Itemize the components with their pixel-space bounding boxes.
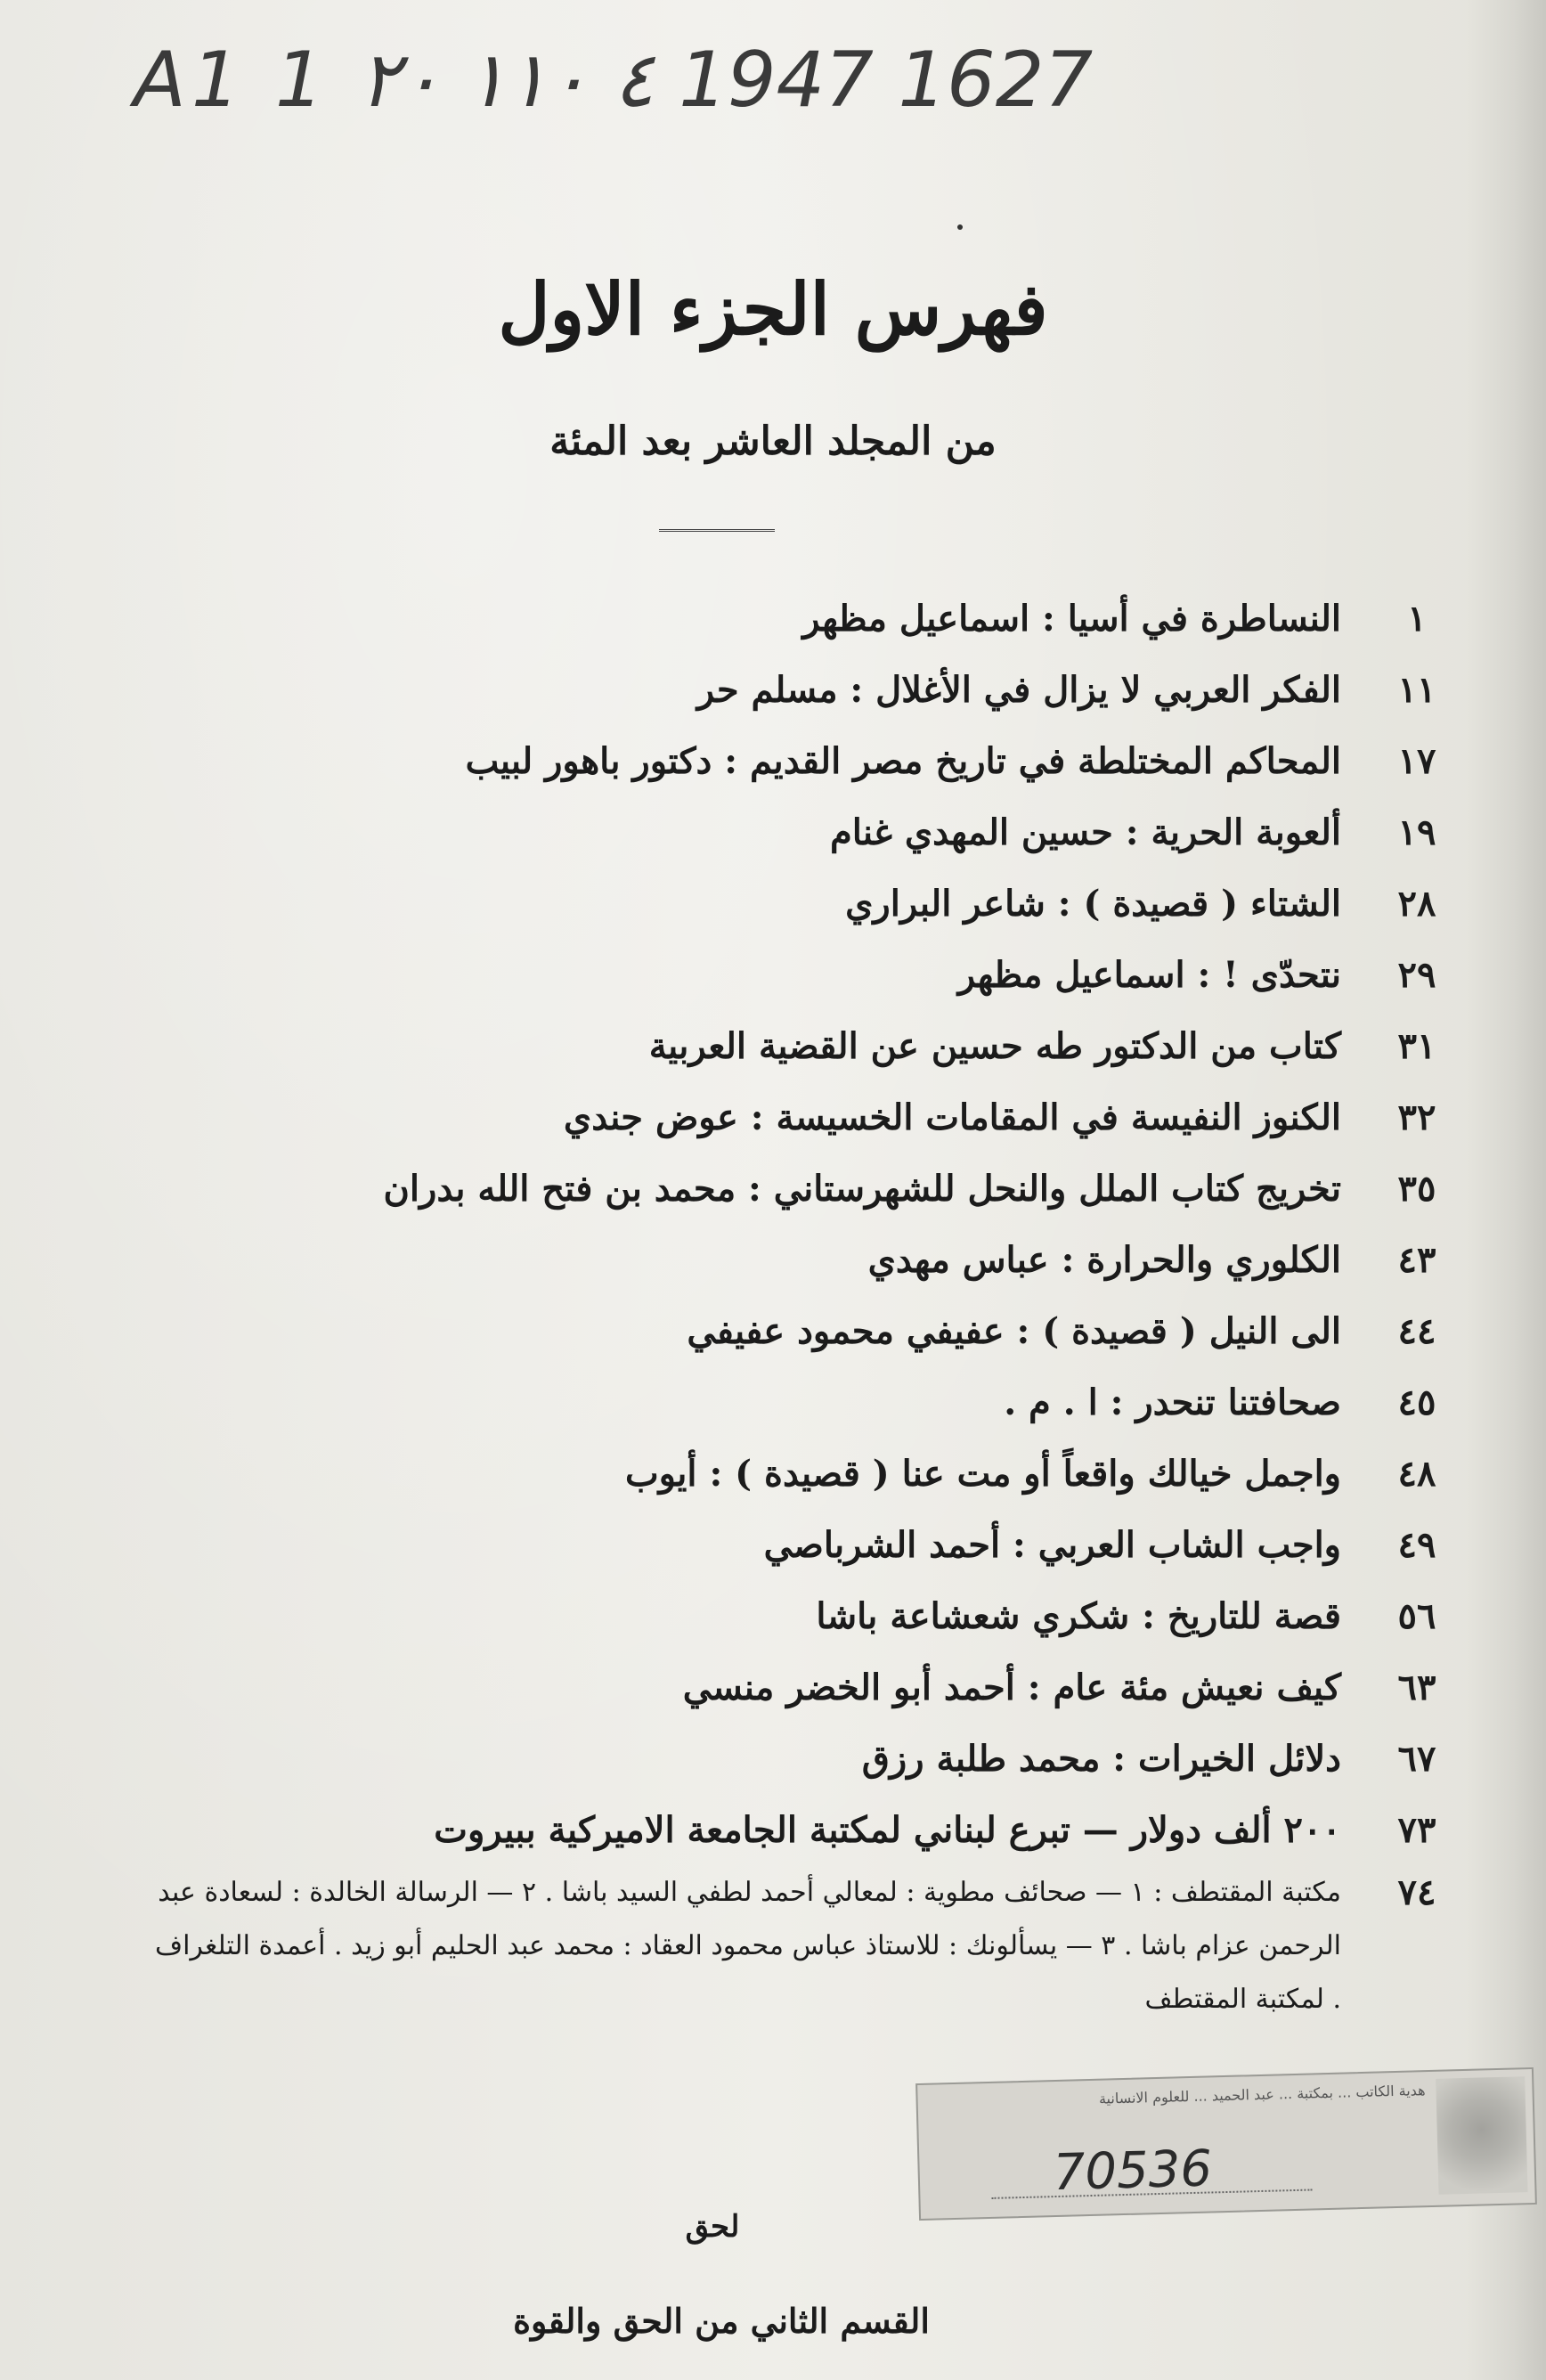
toc-row — [139, 1724, 1436, 1795]
toc-page-number: ٦٣ — [1397, 1667, 1436, 1708]
toc-page-number: ٣٥ — [1397, 1168, 1436, 1210]
toc-row — [139, 1510, 1436, 1581]
toc-entry: الكنوز النفيسة في المقامات الخسيسة : عوض جندي — [563, 1096, 1341, 1138]
toc-page-number: ٤٤ — [1397, 1310, 1436, 1352]
toc-row-multiline — [139, 1866, 1436, 2015]
toc-row — [139, 1439, 1436, 1510]
toc-entry: تخريج كتاب الملل والنحل للشهرستاني : محمد بن فتح الله بدران — [383, 1168, 1341, 1210]
seal-image — [1436, 2076, 1527, 2195]
footer-section-title: القسم الثاني من الحق والقوة — [513, 2301, 930, 2341]
toc-entry: المحاكم المختلطة في تاريخ مصر القديم : دكتور باهور لبيب — [465, 740, 1341, 782]
toc-row — [139, 726, 1436, 797]
page-subtitle: من المجلد العاشر بعد المئة — [549, 419, 997, 464]
toc-row — [139, 797, 1436, 868]
toc-row — [139, 1011, 1436, 1082]
toc-page-number: ٤٥ — [1397, 1382, 1436, 1423]
toc-page-number: ١٧ — [1397, 740, 1436, 782]
toc-page-number: ٢٨ — [1397, 883, 1436, 925]
toc-entry: قصة للتاريخ : شكري شعشاعة باشا — [816, 1595, 1341, 1637]
toc-entry: الشتاء ( قصيدة ) : شاعر البراري — [845, 883, 1341, 925]
toc-entry: مكتبة المقتطف : ١ — صحائف مطوية : لمعالي أحمد لطفي السيد باشا . ٢ — الرسالة الخالدة : لسعادة عبد الرحمن عزام باشا . ٣ — يسألونك : للاستاذ عباس محمود العقاد : محمد عبد الحليم أبو زيد . أعمدة التلغراف . لمكتبة المقتطف — [154, 1877, 1341, 2015]
toc-row — [139, 1082, 1436, 1153]
toc-entry: الى النيل ( قصيدة ) : عفيفي محمود عفيفي — [687, 1310, 1341, 1352]
toc-page-number: ٦٧ — [1397, 1738, 1436, 1780]
toc-row — [139, 655, 1436, 726]
toc-entry: واجمل خيالك واقعاً أو مت عنا ( قصيدة ) : أيوب — [624, 1453, 1341, 1495]
handwritten-catalog-reference: A1 1 ٤ ١١٠ ٢٠ 1947 1627 — [134, 36, 1094, 125]
toc-row — [139, 1795, 1436, 1866]
toc-entry: نتحدّى ! : اسماعيل مظهر — [957, 954, 1341, 996]
toc-page-number: ٣٢ — [1397, 1096, 1436, 1138]
toc-entry: واجب الشاب العربي : أحمد الشرباصي — [763, 1524, 1341, 1566]
ink-dot — [957, 224, 963, 230]
toc-entry: صحافتنا تنحدر : ا . م . — [1004, 1382, 1341, 1423]
toc-row — [139, 583, 1427, 655]
toc-page-number: ٤٩ — [1397, 1524, 1436, 1566]
toc-entry: دلائل الخيرات : محمد طلبة رزق — [861, 1738, 1341, 1780]
accession-number: 70536 — [1052, 2140, 1213, 2203]
footer-catchword: لحق — [685, 2209, 740, 2245]
toc-page-number: ٧٣ — [1397, 1809, 1436, 1851]
toc-entry: كتاب من الدكتور طه حسين عن القضية العربية — [648, 1025, 1341, 1067]
toc-page-number: ١ — [1407, 598, 1427, 640]
toc-row — [139, 868, 1436, 940]
toc-page-number: ٤٣ — [1397, 1239, 1436, 1281]
title-divider — [659, 529, 775, 532]
toc-entry: ألعوبة الحرية : حسين المهدي غنام — [829, 811, 1341, 853]
binding-shadow — [1466, 0, 1546, 2380]
toc-page-number: ١٩ — [1397, 811, 1436, 853]
toc-entry: كيف نعيش مئة عام : أحمد أبو الخضر منسي — [682, 1667, 1341, 1708]
stamp-text: هدية الكاتب ... بمكتبة ... عبد الحميد ... للعلوم الانسانية — [1098, 2082, 1426, 2107]
toc-row — [139, 1225, 1436, 1296]
toc-row — [139, 1153, 1436, 1225]
table-of-contents — [139, 583, 1436, 2015]
toc-page-number: ١١ — [1397, 669, 1436, 711]
toc-page-number: ٢٩ — [1397, 954, 1436, 996]
toc-row — [139, 1581, 1436, 1652]
toc-row — [139, 1367, 1436, 1439]
toc-entry: ٢٠٠ ألف دولار — تبرع لبناني لمكتبة الجامعة الاميركية ببيروت — [434, 1809, 1341, 1851]
toc-entry: النساطرة في أسيا : اسماعيل مظهر — [802, 598, 1341, 640]
toc-page-number: ٤٨ — [1397, 1453, 1436, 1495]
page-title: فهرس الجزء الاول — [498, 267, 1048, 351]
toc-row — [139, 1296, 1436, 1367]
toc-row — [139, 1652, 1436, 1724]
toc-page-number: ٣١ — [1397, 1025, 1436, 1067]
toc-row — [139, 940, 1436, 1011]
library-stamp — [915, 2067, 1537, 2221]
toc-entry: الكلوري والحرارة : عباس مهدي — [867, 1239, 1341, 1281]
toc-entry: الفكر العربي لا يزال في الأغلال : مسلم حر — [696, 669, 1341, 711]
toc-page-number: ٥٦ — [1397, 1595, 1436, 1637]
toc-page-number: ٧٤ — [1397, 1871, 1436, 1913]
